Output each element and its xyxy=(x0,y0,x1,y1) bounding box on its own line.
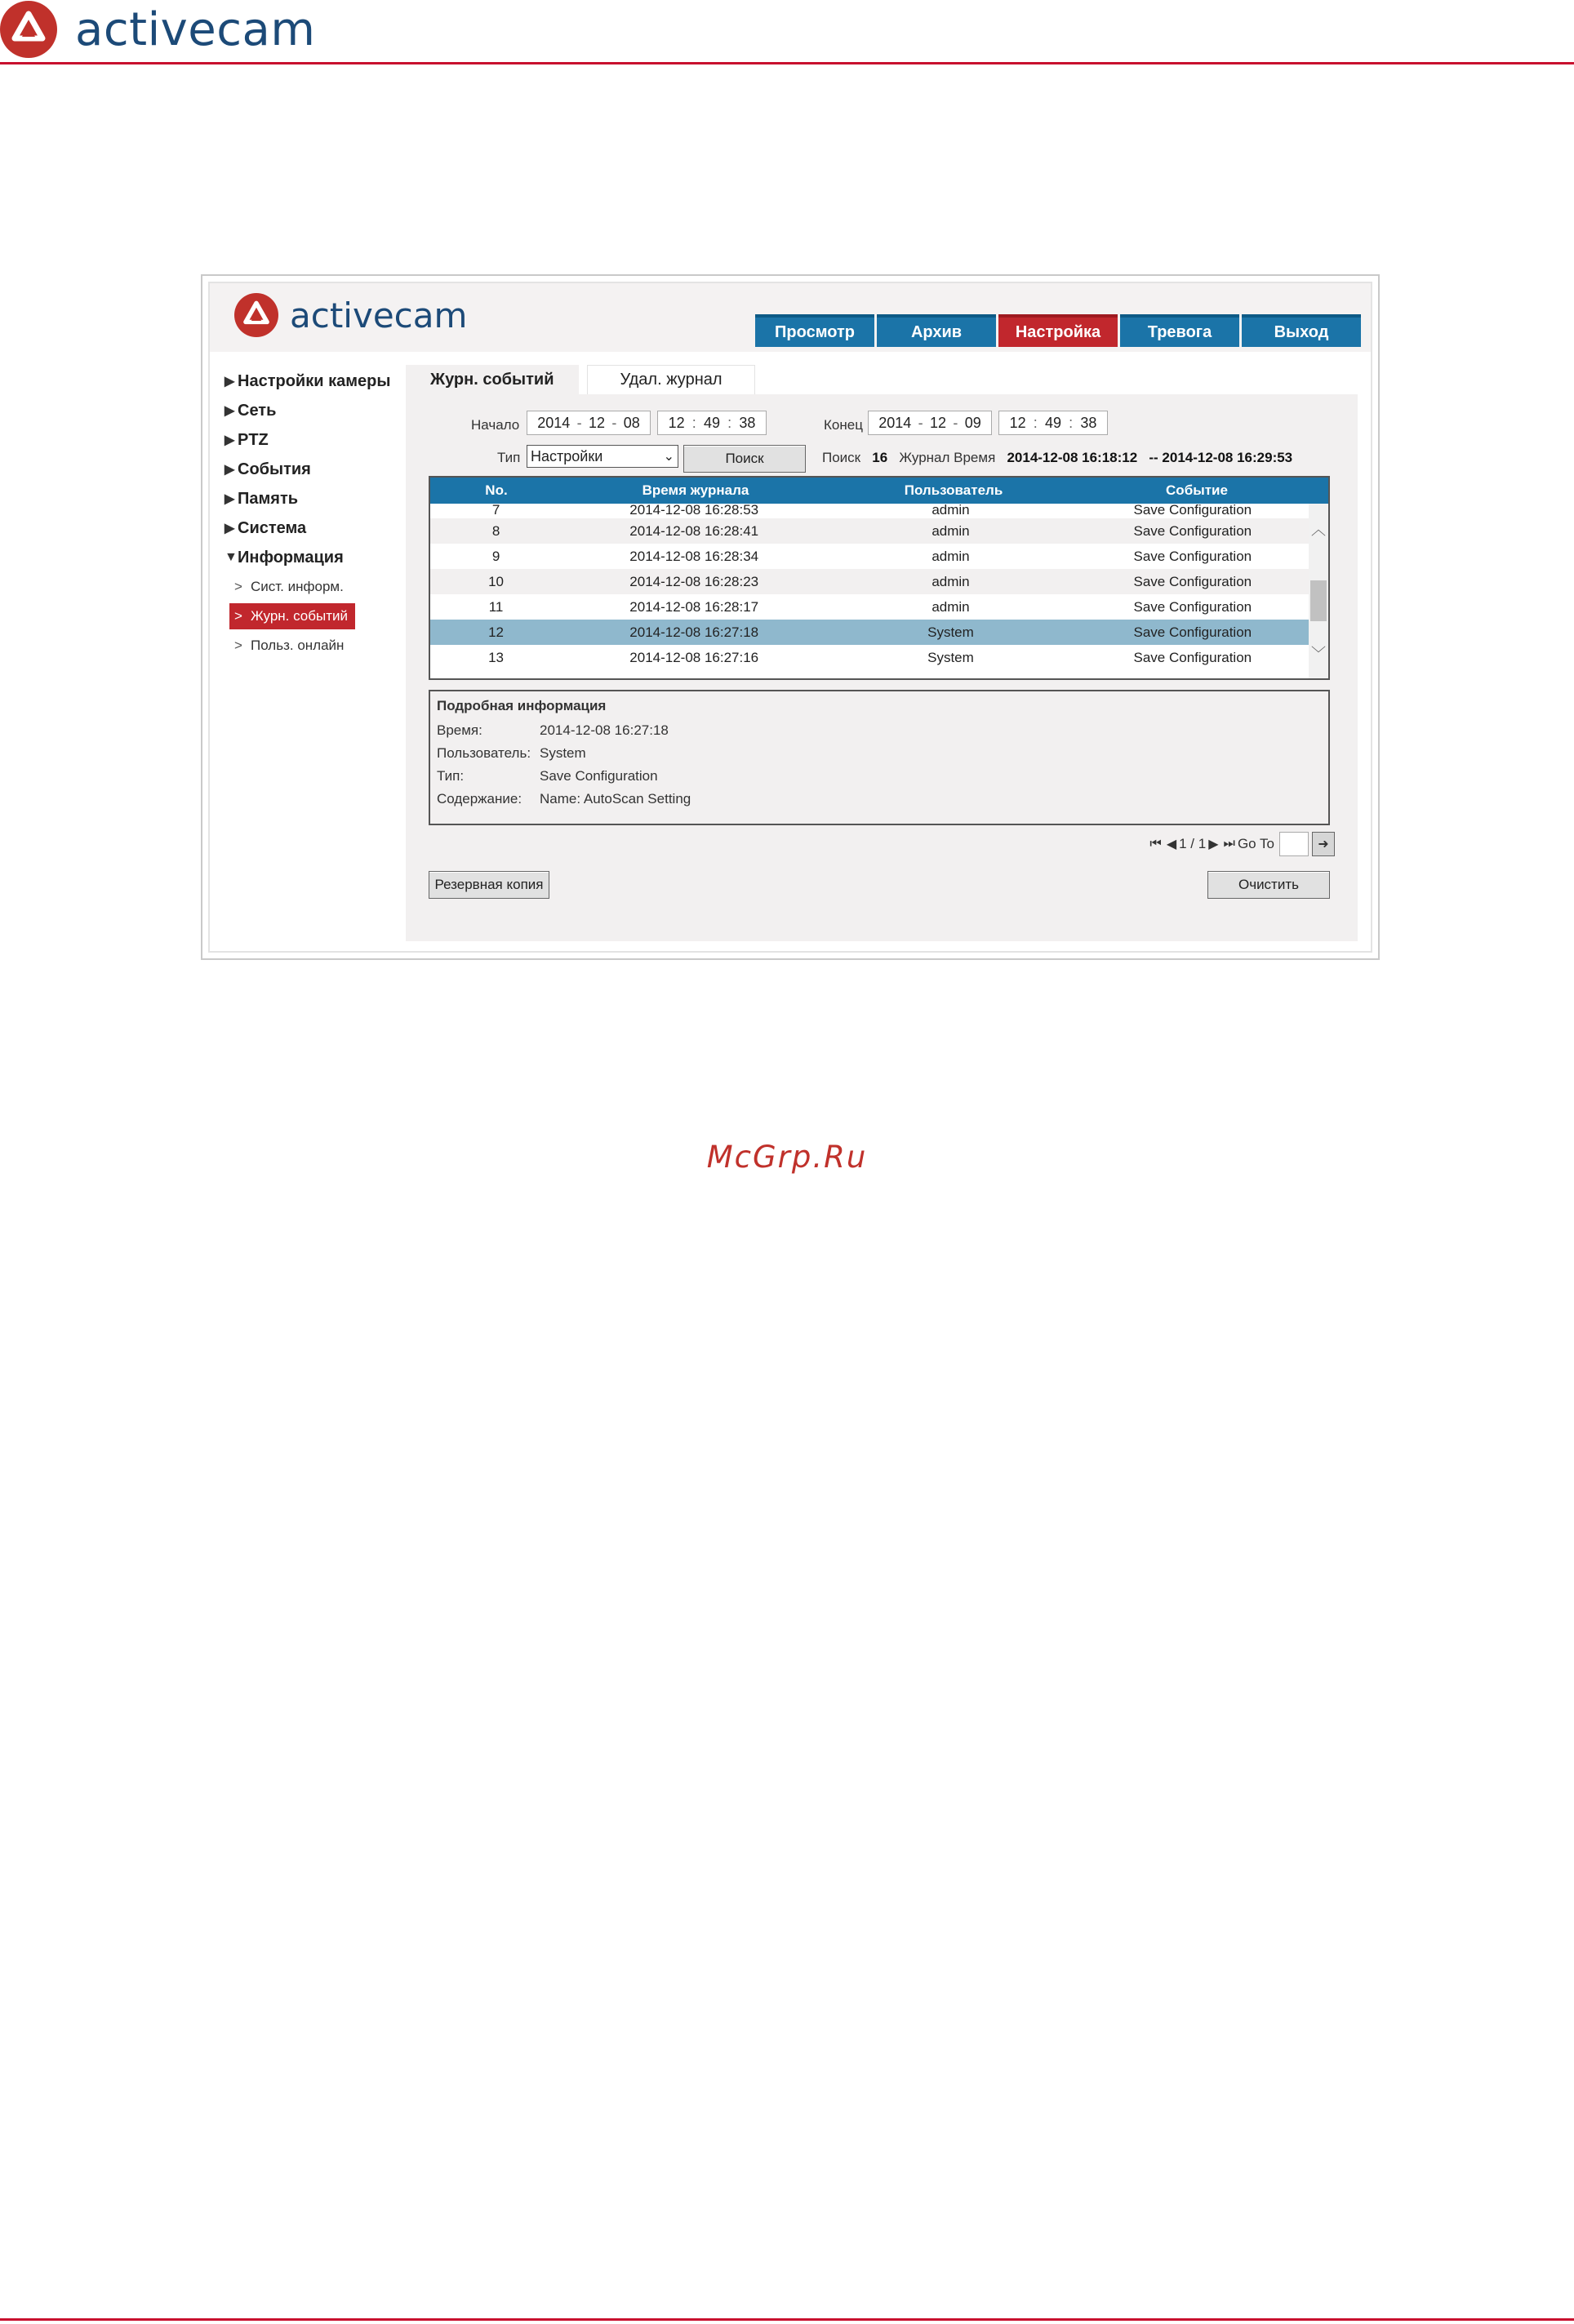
search-result-summary xyxy=(822,450,1292,466)
sidebar-item-label: PTZ xyxy=(238,430,269,449)
content-tabs xyxy=(406,365,755,394)
header-log-time[interactable]: Время журнала xyxy=(642,482,749,498)
table-row[interactable]: 10 2014-12-08 16:28:23 admin Save Configuration xyxy=(430,569,1310,594)
event-log-panel xyxy=(406,394,1358,941)
expand-triangle-icon: ▶ xyxy=(225,492,235,506)
table-header xyxy=(430,478,1328,504)
result-count: 16 xyxy=(872,450,888,465)
last-page-icon[interactable]: ⏭ xyxy=(1223,837,1235,851)
end-day: 09 xyxy=(964,414,981,431)
app-logo xyxy=(234,293,467,337)
table-row[interactable]: 9 2014-12-08 16:28:34 admin Save Configuration xyxy=(491,548,1252,564)
detail-row-type: Тип: Save Configuration xyxy=(437,768,658,784)
expand-triangle-icon: ▶ xyxy=(225,433,235,447)
sidebar-item-information[interactable] xyxy=(225,543,404,572)
main-nav xyxy=(753,314,1361,347)
end-hour: 12 xyxy=(1009,414,1026,431)
start-year: 2014 xyxy=(537,414,571,431)
end-year: 2014 xyxy=(878,414,912,431)
result-label: Журнал Время xyxy=(899,450,996,465)
page-indicator: 1 / 1 xyxy=(1179,836,1207,851)
event-log-table xyxy=(429,476,1330,680)
result-to: -- 2014-12-08 16:29:53 xyxy=(1149,450,1293,465)
goto-arrow-icon[interactable]: ➜ xyxy=(1312,832,1335,856)
document-brand-text: activecam xyxy=(75,2,316,56)
sidebar-subitem-system-info[interactable] xyxy=(225,572,404,602)
sidebar-subitem-label: Сист. информ. xyxy=(251,579,344,594)
type-label: Тип xyxy=(497,450,521,465)
table-row-selected[interactable]: 12 2014-12-08 16:27:18 System Save Configuration xyxy=(430,620,1310,645)
ui-window xyxy=(208,282,1372,953)
sidebar-item-network[interactable] xyxy=(225,396,404,425)
end-minute: 49 xyxy=(1044,414,1061,431)
chevron-right-icon: > xyxy=(234,579,242,594)
sidebar-item-events[interactable] xyxy=(225,455,404,484)
sidebar-subitem-label: Журн. событий xyxy=(251,608,348,624)
table-row[interactable]: 7 2014-12-08 16:28:53 admin Save Configuration xyxy=(491,504,1252,518)
sidebar-subitem-online-users[interactable] xyxy=(225,631,404,660)
expand-triangle-icon: ▶ xyxy=(225,375,235,389)
header-event[interactable]: Событие xyxy=(1166,482,1228,498)
sidebar-item-system[interactable] xyxy=(225,513,404,543)
start-hour: 12 xyxy=(668,414,685,431)
clear-button[interactable]: Очистить xyxy=(1207,871,1330,899)
nav-tab-settings[interactable]: Настройка xyxy=(998,314,1118,347)
ui-screenshot-frame xyxy=(201,274,1380,960)
chevron-right-icon: > xyxy=(234,608,242,624)
tab-remote-log[interactable]: Удал. журнал xyxy=(587,365,755,394)
table-row[interactable]: 11 2014-12-08 16:28:17 admin Save Configuration xyxy=(488,598,1252,615)
nav-tab-logout[interactable]: Выход xyxy=(1242,314,1361,347)
start-date-field[interactable]: 2014 - 12 - 08 xyxy=(527,411,651,435)
first-page-icon[interactable]: ⏮ xyxy=(1149,837,1162,851)
sidebar-item-camera-settings[interactable] xyxy=(225,367,404,396)
prev-page-icon[interactable]: ◀ xyxy=(1166,838,1177,851)
result-prefix: Поиск xyxy=(822,450,861,465)
expand-triangle-icon: ▶ xyxy=(225,404,235,418)
result-from: 2014-12-08 16:18:12 xyxy=(1007,450,1138,465)
sidebar-item-ptz[interactable] xyxy=(225,425,404,455)
backup-button[interactable]: Резервная копия xyxy=(429,871,549,899)
chevron-up-icon[interactable]: ︿ xyxy=(1311,522,1326,538)
app-header xyxy=(210,283,1371,352)
nav-tab-view[interactable]: Просмотр xyxy=(755,314,874,347)
detail-title: Подробная информация xyxy=(437,698,607,713)
end-date-field[interactable]: 2014 - 12 - 09 xyxy=(868,411,992,435)
watermark-text: McGrp.Ru xyxy=(706,1140,868,1175)
app-emblem-icon xyxy=(234,293,278,337)
document-logo xyxy=(0,0,315,59)
start-day: 08 xyxy=(623,414,640,431)
sidebar-item-label: События xyxy=(238,460,311,478)
start-minute: 49 xyxy=(703,414,720,431)
header-no[interactable]: No. xyxy=(485,482,508,498)
table-row[interactable]: 13 2014-12-08 16:27:16 System Save Configuration xyxy=(488,649,1252,665)
type-select[interactable] xyxy=(527,445,678,468)
goto-label: Go To xyxy=(1237,836,1274,851)
sidebar-item-label: Система xyxy=(238,518,307,537)
sidebar-item-label: Информация xyxy=(238,548,344,567)
chevron-down-icon: ⌄ xyxy=(663,450,674,464)
document-bottom-rule xyxy=(0,2318,1574,2321)
sidebar-item-label: Память xyxy=(238,489,299,508)
end-label: Конец xyxy=(824,417,863,433)
app-brand-text: activecam xyxy=(290,295,468,335)
end-month: 12 xyxy=(929,414,947,431)
activecam-emblem-icon xyxy=(0,1,57,58)
start-time-field[interactable]: 12 : 49 : 38 xyxy=(657,411,767,435)
type-select-value: Настройки xyxy=(531,447,603,464)
sidebar-subitem-label: Польз. онлайн xyxy=(251,638,345,653)
tab-event-log[interactable]: Журн. событий xyxy=(406,365,579,394)
table-scrollbar[interactable] xyxy=(1309,504,1328,680)
settings-sidebar xyxy=(225,367,404,660)
expand-triangle-icon: ▶ xyxy=(225,522,235,535)
chevron-down-icon[interactable]: ﹀ xyxy=(1311,646,1326,662)
end-second: 38 xyxy=(1080,414,1097,431)
detail-row-content: Содержание: Name: AutoScan Setting xyxy=(437,791,691,807)
detail-row-time: Время: 2014-12-08 16:27:18 xyxy=(437,722,669,738)
detail-info-box xyxy=(429,690,1330,825)
start-label: Начало xyxy=(471,417,520,433)
start-month: 12 xyxy=(588,414,606,431)
next-page-icon[interactable]: ▶ xyxy=(1208,838,1219,851)
scrollbar-thumb[interactable] xyxy=(1310,580,1327,621)
table-body xyxy=(430,504,1310,680)
sidebar-item-label: Сеть xyxy=(238,401,277,420)
nav-tab-alarm[interactable]: Тревога xyxy=(1120,314,1239,347)
detail-row-user: Пользователь: System xyxy=(437,745,586,761)
nav-tab-archive[interactable]: Архив xyxy=(877,314,996,347)
chevron-right-icon: > xyxy=(234,638,242,653)
search-button[interactable]: Поиск xyxy=(683,445,806,473)
table-row[interactable]: 8 2014-12-08 16:28:41 admin Save Configuration xyxy=(430,518,1310,544)
header-user[interactable]: Пользователь xyxy=(904,482,1003,498)
sidebar-item-label: Настройки камеры xyxy=(238,371,391,390)
document-top-rule xyxy=(0,62,1574,64)
sidebar-item-storage[interactable] xyxy=(225,484,404,513)
start-second: 38 xyxy=(739,414,756,431)
content-area xyxy=(406,365,1358,941)
goto-page-input[interactable] xyxy=(1279,832,1309,856)
expand-triangle-icon: ▶ xyxy=(225,463,235,477)
end-time-field[interactable]: 12 : 49 : 38 xyxy=(998,411,1108,435)
collapse-triangle-icon: ▼ xyxy=(225,550,238,564)
pagination xyxy=(1147,832,1335,856)
sidebar-subitem-event-log[interactable] xyxy=(229,603,355,629)
